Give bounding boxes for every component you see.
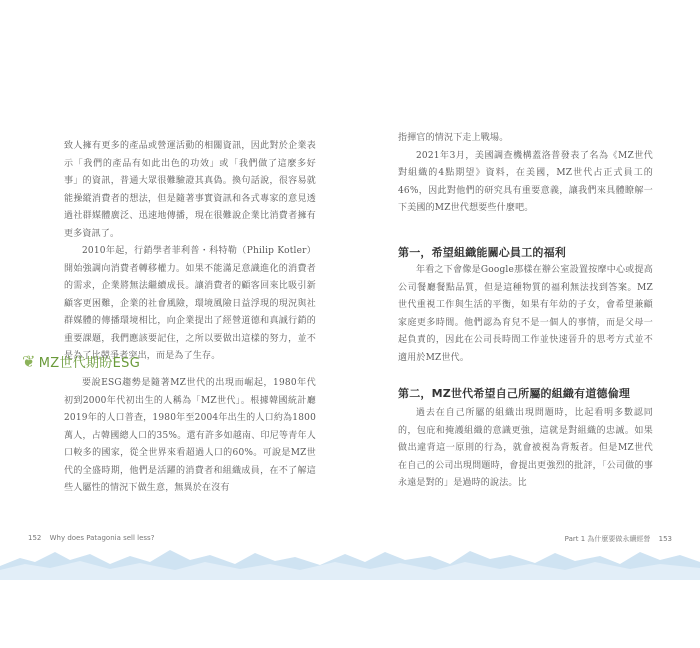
sub-heading: 第一，希望組織能關心員工的福利 [398,246,566,259]
right-body-text-top [398,130,653,218]
paragraph: 致人擁有更多的產品或營運活動的相關資訊，因此對於企業表示「我們的產品有如此出色的功效」或「我們做了這麼多好事」的資訊，普通大眾很難驗證其真偽。換句話說，很容易就能操縱消費者的想法，但是隨著事實資訊和各式專家的意見透過社群媒體廣泛、迅速地傳播，現在很難說企業比消費者擁有更多資訊了。 [64,141,316,239]
section-heading [22,352,140,371]
paragraph: 2010年起，行銷學者菲利普・科特勒（Philip Kotler）開始強調向消費者轉移權力。如果不能滿足意識進化的消費者的需求，企業將無法繼續成長。讓消費者的顧客回來比吸引新顧客更困難，企業的社會風險，環境風險日益浮現的現況與社群媒體的傳播環境相比，向企業提出了經營道德和真誠行銷的重要課題，我們應該要記住，之所以要做出這樣的努力，並不是為了比競爭者突出，而是為了生存。 [64,246,316,361]
paragraph: 年看之下會像是Google那樣在辦公室設置按摩中心或提高公司餐廳餐點品質，但是這種物質的福利無法找到答案。MZ世代重視工作與生活的平衡，如果有年幼的子女，會希望兼顧家庭更多時間。他們認為育兒不是一個人的事情，而是父母一起負責的，因此在公司長時間工作並快速晉升的思考方式並不適用於MZ世代。 [398,265,653,363]
mountain-decoration [0,540,700,580]
part-label: Part 1 [564,535,586,543]
paragraph: 過去在自己所屬的組織出現問題時，比起看明多數認同的，包庇和掩護組織的意識更強，這就是對組織的忠誠。如果做出違背這一原則的行為，就會被視為背叛者。但是MZ世代在自己的公司出現問題時，會提出更強烈的批評，「公司做的事永遠是對的」是過時的說法。比 [398,408,653,488]
leaf-icon: ❦ [22,352,36,371]
paragraph: 指揮官的情況下走上戰場。 [398,133,509,143]
running-title: 為什麼要做永續經營 [587,535,651,543]
left-body-text-top [64,138,316,366]
right-page [350,0,700,560]
page-number: 152 [28,534,42,542]
left-body-text-bottom [64,375,316,498]
left-page [0,0,350,560]
right-body-text-bottom [398,405,653,493]
running-title: Why does Patagonia sell less? [49,534,155,542]
sub-heading: 第二，MZ世代希望自己所屬的組織有道德倫理 [398,387,631,400]
right-body-text-middle [398,262,653,367]
section-heading-text: MZ世代期盼ESG [38,356,141,371]
paragraph: 要說ESG趨勢是隨著MZ世代的出現而崛起，1980年代初到2000年代初出生的人稱為「MZ世代」。根據韓國統計廳2019年的人口普查，1980年至2004年出生的人口約為1800萬人，占韓國總人口的35%。還有許多如越南、印尼等青年人口較多的國家，從全世界來看超過人口的60%。可說是MZ世代的全盛時期，他們是活躍的消費者和組織成員，在不了解這些人屬性的情況下做生意，無異於在沒有 [64,378,316,493]
page-number: 153 [658,535,672,543]
paragraph: 2021年3月，美國調查機構蓋洛普發表了名為《MZ世代對組織的4點期望》資料，在美國，MZ世代占正式員工的46%，因此對他們的研究具有重要意義，讓我們來具體瞭解一下美國的MZ世代想要些什麼吧。 [398,150,653,213]
